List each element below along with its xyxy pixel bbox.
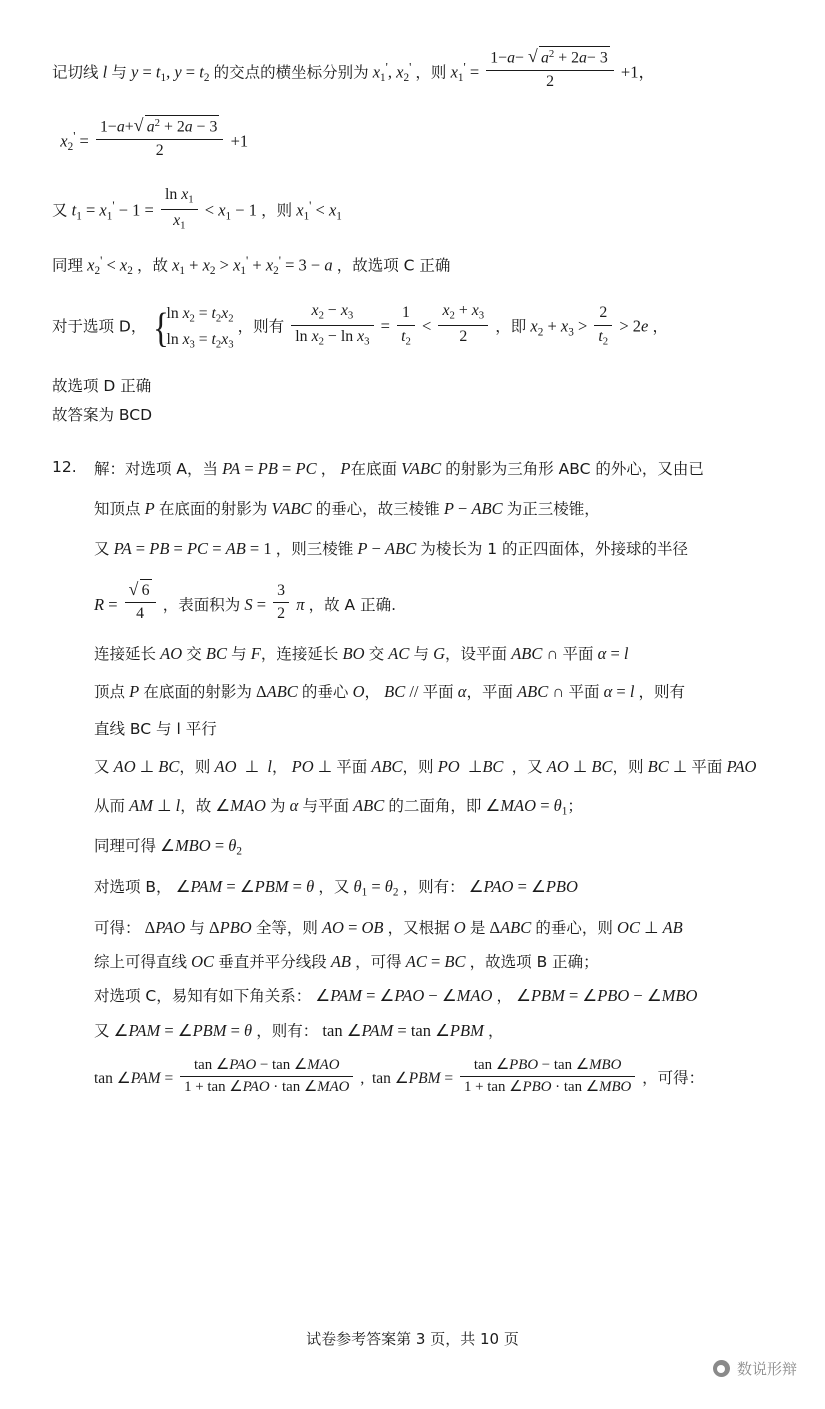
text-run: 又 (94, 540, 110, 559)
text-run: 在底面的射影为 (143, 683, 252, 702)
text-run: 全等，则 (255, 918, 318, 937)
text-run: 与 (189, 918, 205, 937)
watermark-logo-icon (713, 1360, 730, 1377)
text-run: ，故 A 正确. (308, 595, 396, 614)
text-run: 对选项 C，易知有如下角关系： (94, 987, 312, 1006)
text-run: 的垂心，故三棱锥 (315, 500, 440, 519)
text-run: 综上可得直线 (94, 953, 188, 972)
solution-line: 又 AO ⊥ BC，则 AO ⊥ l， PO ⊥ 平面 ABC，则 PO ⊥BC ，又 AO ⊥ BC，则 BC ⊥ 平面 PAO (94, 757, 757, 777)
text-run: 记切线 (52, 63, 99, 82)
text-run: 顶点 (94, 683, 126, 702)
solution-line: 可得： ΔPAO 与 ΔPBO 全等，则 AO = OB ，又根据 O 是 ΔABC 的垂心，则 OC ⊥ AB (94, 917, 683, 937)
solution-line: 知顶点 P 在底面的射影为 VABC 的垂心，故三棱锥 P − ABC 为正三棱锥， (94, 499, 600, 519)
text-run: 又 (52, 201, 68, 220)
solution-line: 又 ∠PAM = ∠PBM = θ ，则有： tan ∠PAM = tan ∠PBM ， (94, 1020, 504, 1040)
text-run: ，可得 (355, 953, 402, 972)
fraction: $\frac{2}{t_2}$ (594, 303, 612, 349)
solution-line: 解：对选项 A，当 PA = PB = PC ， P在底面 VABC 的射影为三角形 ABC 的外心，又由已 (94, 458, 704, 478)
text-run: 与 (111, 63, 127, 82)
text-run: ，又根据 (387, 918, 450, 937)
text-run: 为正三棱锥， (506, 500, 600, 519)
text-run: ，则有 (638, 683, 686, 702)
text-run: 同理可得 (94, 837, 157, 856)
fraction: $\frac{\ln x_1}{x_1}$ (161, 185, 198, 233)
text-run: ，则 (261, 201, 293, 220)
text-run: 的垂心 (301, 683, 349, 702)
text-run: ，则有： (402, 878, 465, 897)
solution-line: 故选项 D 正确 (52, 377, 152, 396)
text-run: 垂直并平分线段 (218, 953, 327, 972)
page-footer: 试卷参考答案第 3 页，共 10 页 (306, 1330, 519, 1348)
solution-line: 同理可得 ∠MBO = $\theta_2$ (94, 836, 242, 858)
solution-line: $x_2'$ = $\frac{1-a+ √ a^2 + 2a - 3}{2}$ +1 (52, 115, 782, 162)
solution-line: 从而 AM ⊥ l，故 ∠MAO 为 α 与平面 ABC 的二面角，即 ∠MAO = $\theta_1$； (94, 795, 583, 818)
fraction: $\frac{1}{t_2}$ (397, 303, 415, 349)
text-run: 同理 (52, 256, 84, 275)
solution-line: 又 $t_1 = x_1' - 1$ = $\frac{\ln x_1}{x_1}$ < $x_1 - 1$ ，则 $x_1' < x_1$ (52, 186, 342, 231)
watermark (713, 1358, 797, 1379)
text-run: 为棱长为 1 的正四面体，外接球的半径 (420, 540, 689, 559)
solution-line: 顶点 P 在底面的射影为 ΔABC 的垂心 O， BC // 平面 α，平面 ABC ∩ 平面 α = l ，则有 (94, 682, 686, 702)
item-body (52, 458, 782, 1098)
equation-system: { $\ln x_2 = t_2x_2$ $\ln x_3 = t_2x_3$ (151, 302, 234, 354)
text-run: ， (320, 459, 337, 478)
text-run: 解：对选项 A，当 (94, 459, 219, 478)
text-run: 对选项 B， (94, 878, 172, 897)
text-run: ， (652, 317, 668, 336)
text-run: ，则三棱锥 (275, 540, 354, 559)
text-run: 对于选项 D， (52, 317, 147, 336)
solution-line: 综上可得直线 OC 垂直并平分线段 AB ，可得 AC = BC ，故选项 B 正确； (94, 952, 599, 972)
solution-line: 直线 BC 与 l 平行 (94, 720, 217, 739)
text-run: 又 (94, 1021, 110, 1040)
item-number: 12. (52, 457, 77, 476)
fraction: √ $\frac{6}{4}$ (125, 579, 156, 625)
solution-line: 连接延长 AO 交 BC 与 F，连接延长 BO 交 AC 与 G，设平面 ABC ∩ 平面 α = l (94, 643, 629, 663)
text-run: 的交点的横坐标分别为 (213, 63, 369, 82)
text-run: ，则 (415, 63, 447, 82)
fraction: $\frac{3}{2}$ (273, 581, 289, 625)
solution-block-11 (52, 46, 782, 426)
text-run: ， (496, 987, 513, 1006)
text-run: +1 (230, 130, 249, 150)
text-run: 是 (469, 918, 486, 937)
fraction: $\frac{1-a- √ a^2 + 2a- 3}{2}$ (486, 46, 613, 93)
text-run: ， (487, 1021, 504, 1040)
text-run: ，表面积为 (162, 595, 241, 614)
text-run: 知 (94, 500, 110, 519)
text-run: ，又 (318, 878, 350, 897)
fraction: $\frac{1-a+ √ a^2 + 2a - 3}{2}$ (96, 115, 223, 162)
text-run: ，故选项 B 正确； (469, 953, 599, 972)
solution-line: 对选项 B， ∠PAM = ∠PBM = θ ，又 $\theta_1 = \theta_2$ ，则有： ∠PAO = ∠PBO (94, 877, 578, 899)
fraction: $\frac{x_2 - x_3}{\ln x_2 - \ln x_3}$ (291, 301, 373, 349)
text-run: ，故选项 C 正确 (336, 256, 451, 275)
text-run: 可得： (94, 918, 141, 937)
solution-line: 故答案为 BCD (52, 406, 153, 425)
watermark-label: 数说形辩 (736, 1360, 797, 1378)
solution-line: 对选项 C，易知有如下角关系： ∠PAM = ∠PAO − ∠MAO ， ∠PBM = ∠PBO − ∠MBO (94, 986, 698, 1006)
fraction: $\frac{\text{tan ∠PAO − tan ∠MAO}}{\text{1 + tan ∠PAO · tan ∠MAO}}$ (180, 1056, 353, 1098)
text-run: 的射影为三角形 ABC 的外心，又由已 (445, 459, 704, 478)
text-run: 在底面的射影为 (158, 500, 268, 519)
fraction: $\frac{\text{tan ∠PBO − tan ∠MBO}}{\text{1 + tan ∠PBO · tan ∠MBO}}$ (460, 1056, 635, 1098)
text-run: ，可得： (642, 1069, 705, 1088)
page-content (52, 46, 782, 1108)
text-run: ，则有 (237, 317, 285, 336)
solution-line: R = √ $\frac{6}{4}$ ，表面积为 S = $\frac{3}{2}$ π ，故 A 正确. (94, 579, 782, 625)
text-run: ，则有： (256, 1021, 319, 1040)
fraction: $\frac{x_2 + x_3}{2}$ (438, 301, 488, 347)
solution-line: 对于选项 D， { $\ln x_2 = t_2x_2$ $\ln x_3 = t_2x_3$ ，则有 $\frac{x_2 - x_3}{\ln x_2 - \ln x_3}$ = $\frac{1}{t_2}$ < $\frac{x_2 + x_3}{2}$ ，即 $x_2 + x_3$ > $\frac{2}{t_2}$ > 2e ， (52, 301, 782, 354)
solution-line: 记切线 l 与 $y = t_1$, $y = t_2$ 的交点的横坐标分别为 $x_1'$, $x_2'$ ，则 $x_1'$ = $\frac{1-a- √ a^2 + 2a- 3}{2}$ +1， (52, 46, 782, 93)
text-run: ，即 (495, 317, 527, 336)
text-run: +1， (620, 62, 655, 82)
solution-line: tan ∠PAM = $\frac{\text{tan ∠PAO − tan ∠MAO}}{\text{1 + tan ∠PAO · tan ∠MAO}}$ , tan ∠PBM = $\frac{\text{tan ∠PBO − tan ∠MBO}}{\text{1 + tan ∠PBO · tan ∠MBO}}$ ，可得： (94, 1056, 782, 1098)
solution-line: 又 PA = PB = PC = AB = 1 ，则三棱锥 P − ABC 为棱长为 1 的正四面体，外接球的半径 (94, 539, 689, 559)
text-run: 的垂心，则 (535, 918, 613, 937)
solution-line: 同理 $x_2' < x_2$ ，故 $x_1 + x_2 > x_1' + x_2' = 3 - a$ ，故选项 C 正确 (52, 253, 451, 278)
text-run: ，故 (136, 256, 168, 275)
solution-block-12 (52, 458, 782, 1098)
